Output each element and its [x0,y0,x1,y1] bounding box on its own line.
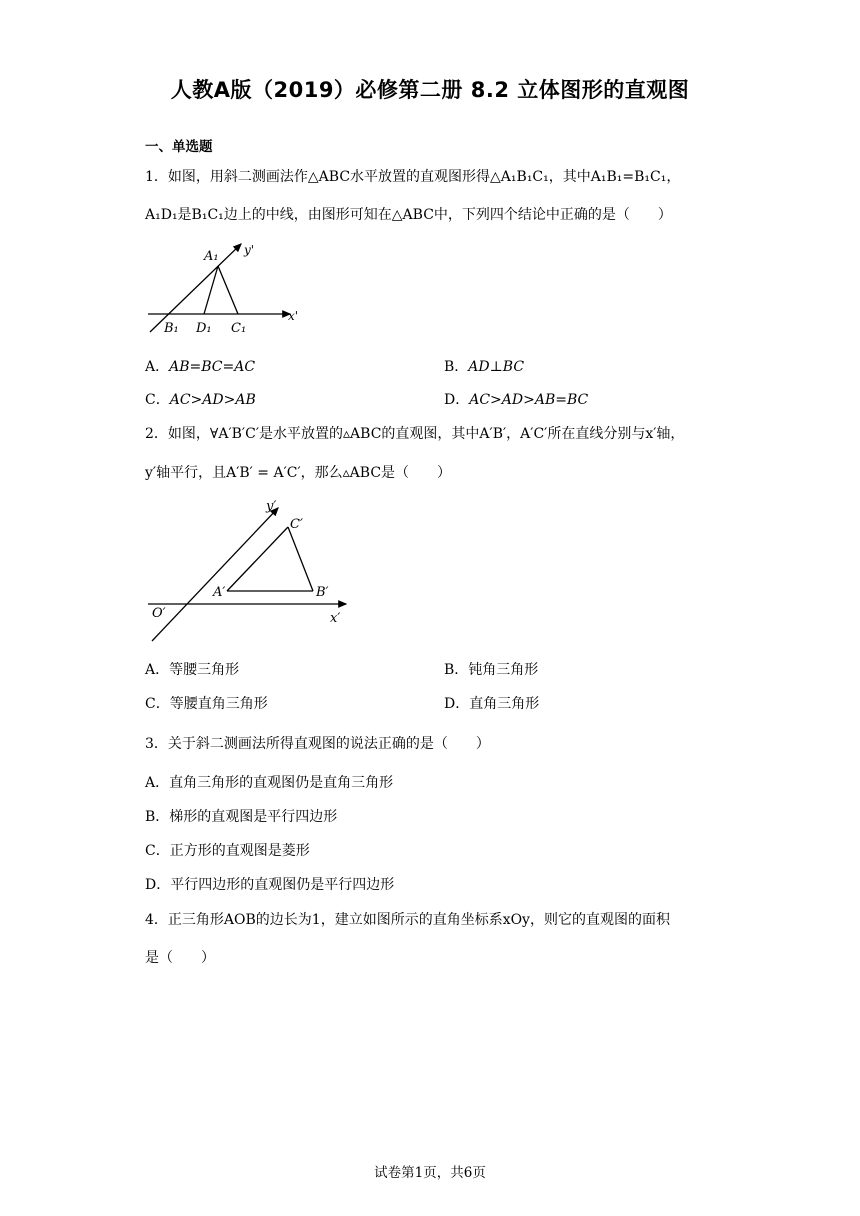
q2-side-ac [227,527,288,591]
q1-label-c1: C₁ [231,321,247,336]
q2-option-d[interactable] [444,693,539,713]
q2-option-c[interactable] [145,693,268,713]
q3-option-c[interactable] [145,840,310,860]
option-letter: A． [145,662,170,678]
option-text: AC>AD>AB [169,392,256,408]
q3-option-b[interactable] [145,806,337,826]
option-letter: C． [145,392,170,408]
q2-label-x: x′ [330,611,341,626]
option-letter: D． [444,392,470,408]
option-text: 平行四边形的直观图仍是平行四边形 [170,877,395,893]
q2-label-b: B′ [316,585,329,600]
page-footer: 试卷第1页，共6页 [374,1165,486,1181]
option-text: AD⊥BC [468,359,525,375]
option-letter: C． [145,696,170,712]
q1-stem-line2: A₁D₁是B₁C₁边上的中线，由图形可知在△ABC中，下列四个结论中正确的是（ ） [145,207,672,223]
q1-option-d[interactable] [444,389,588,409]
q1-label-b1: B₁ [164,321,179,336]
option-text: AC>AD>AB=BC [469,392,589,408]
q2-y-axis [152,508,278,641]
option-letter: C． [145,843,170,859]
q2-label-c: C′ [290,517,303,532]
q1-option-b[interactable] [444,356,524,376]
option-text: 钝角三角形 [468,662,539,678]
q1-label-d1: D₁ [196,321,212,336]
q2-stem-line2: y′轴平行，且A′B′ = A′C′，那么▵ABC是（ ） [145,465,452,481]
option-letter: B． [444,359,469,375]
q1-option-c[interactable] [145,389,256,409]
option-text: 直角三角形的直观图仍是直角三角形 [169,775,394,791]
option-text: 梯形的直观图是平行四边形 [169,809,338,825]
q1-figure [140,240,320,340]
q2-option-b[interactable] [444,659,538,679]
option-letter: B． [145,809,170,825]
section-heading: 一、单选题 [145,139,213,155]
option-letter: A． [145,359,170,375]
option-letter: B． [444,662,469,678]
page-title: 人教A版（2019）必修第二册 8.2 立体图形的直观图 [170,78,690,102]
option-letter: D． [444,696,470,712]
option-letter: D． [145,877,171,893]
q1-side-a1c1 [218,266,238,314]
q4-stem-line1: 4．正三角形AOB的边长为1，建立如图所示的直角坐标系xOy，则它的直观图的面积 [145,912,670,928]
q1-stem-line1: 1．如图，用斜二测画法作△ABC水平放置的直观图形得△A₁B₁C₁，其中A₁B₁=B₁C₁， [145,169,681,185]
q2-label-o: O′ [152,606,166,621]
option-text: 等腰直角三角形 [169,696,268,712]
q1-option-a[interactable] [145,356,255,376]
q2-label-y: y′ [266,499,277,514]
q3-option-a[interactable] [145,772,393,792]
q2-option-a[interactable] [145,659,239,679]
q2-label-a: A′ [213,585,226,600]
option-text: AB=BC=AC [169,359,256,375]
q4-stem-line2: 是（ ） [145,950,215,966]
option-text: 正方形的直观图是菱形 [169,843,310,859]
q2-figure [140,496,360,646]
option-letter: A． [145,775,170,791]
q2-side-bc [288,527,313,591]
q1-label-x: x' [288,309,299,323]
q1-label-a1: A₁ [204,249,219,264]
q3-stem: 3．关于斜二测画法所得直观图的说法正确的是（ ） [145,736,490,752]
q3-option-d[interactable] [145,874,394,894]
option-text: 直角三角形 [469,696,540,712]
q1-label-y: y' [244,243,255,257]
option-text: 等腰三角形 [169,662,240,678]
q2-stem-line1: 2．如图，∀A′B′C′是水平放置的▵ABC的直观图，其中A′B′，A′C′所在直线分别与x′轴， [145,426,685,442]
